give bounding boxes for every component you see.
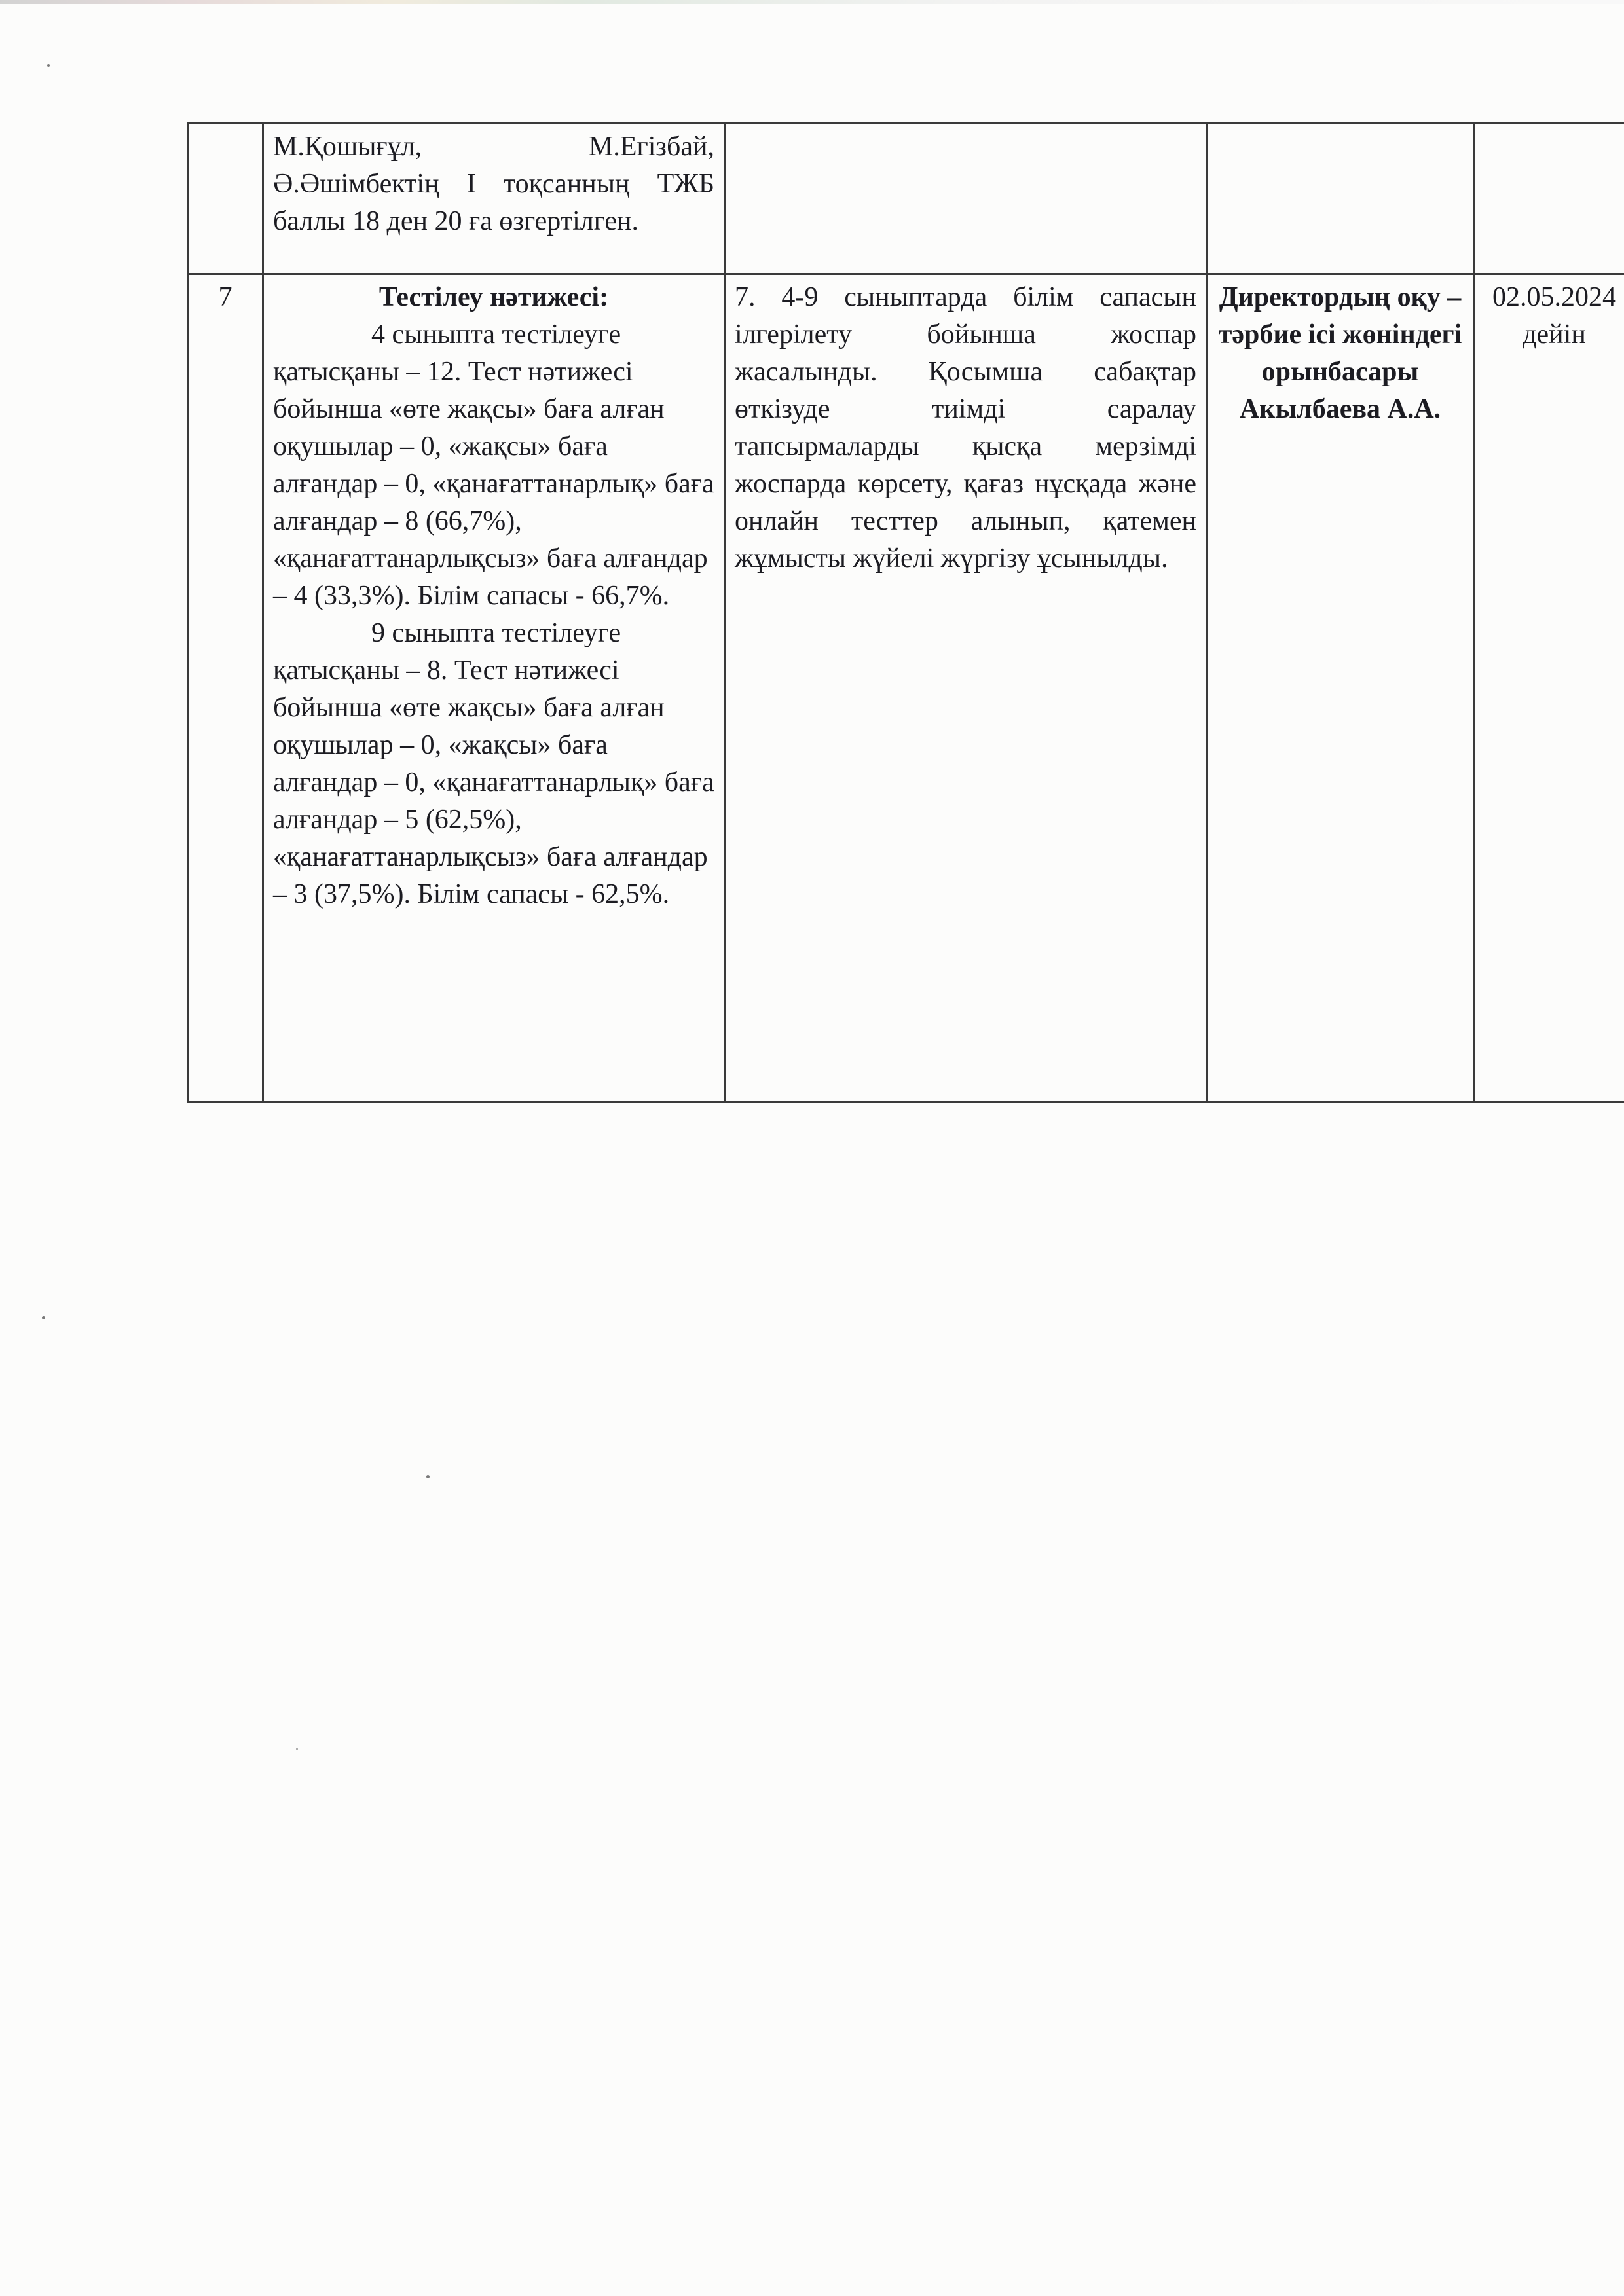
report-table [187, 122, 1624, 1103]
content-cell [263, 274, 725, 1102]
scan-edge [0, 0, 1624, 4]
deadline-cell [1474, 124, 1624, 274]
deadline-suffix: дейін [1522, 319, 1586, 350]
responsible-cell [1207, 124, 1474, 274]
deadline-date: 02.05.2024 [1492, 282, 1616, 312]
decision-cell [725, 124, 1207, 274]
content-paragraph-grade-4: 4 сыныпта тестілеуге қатысқаны – 12. Тест нәтижесі бойынша «өте жақсы» баға алған оқушылар – 0, «жақсы» баға алғандар – 0, «қанағаттанарлық» баға алғандар – 8 (66,7%), «қанағаттанарлықсыз» баға алғандар – 4 (33,3%). Білім сапасы - 66,7%. [273, 319, 714, 611]
table-row-7 [188, 274, 1624, 1102]
content-paragraph-grade-9: 9 сыныпта тестілеуге қатысқаны – 8. Тест нәтижесі бойынша «өте жақсы» баға алған оқушылар – 0, «жақсы» баға алғандар – 0, «қанағаттанарлық» баға алғандар – 5 (62,5%), «қанағаттанарлықсыз» баға алғандар – 3 (37,5%). Білім сапасы - 62,5%. [273, 618, 714, 909]
row-number-cell [188, 124, 263, 274]
content-heading: Тестілеу нәтижесі: [378, 282, 609, 312]
row-number-cell: 7 [188, 274, 263, 1102]
scan-speck [42, 1316, 45, 1319]
scan-speck [426, 1475, 430, 1478]
table-row-continued [188, 124, 1624, 274]
scan-speck [47, 64, 50, 67]
scan-speck [296, 1748, 298, 1750]
content-cell: М.Қошығұл, М.Егізбай, Ә.Әшімбектің І тоқсанның ТЖБ баллы 18 ден 20 ға өзгертілген. [263, 124, 725, 274]
deadline-cell [1474, 274, 1624, 1102]
responsible-cell: Директордың оқу –тәрбие ісі жөніндегі орынбасары Акылбаева А.А. [1207, 274, 1474, 1102]
decision-cell: 7. 4-9 сыныптарда білім сапасын ілгерілету бойынша жоспар жасалынды. Қосымша сабақтар өткізуде тиімді саралау тапсырмаларды қысқа мерзімді жоспарда көрсету, қағаз нұсқада және онлайн тесттер алынып, қатемен жұмысты жүйелі жүргізу ұсынылды. [725, 274, 1207, 1102]
